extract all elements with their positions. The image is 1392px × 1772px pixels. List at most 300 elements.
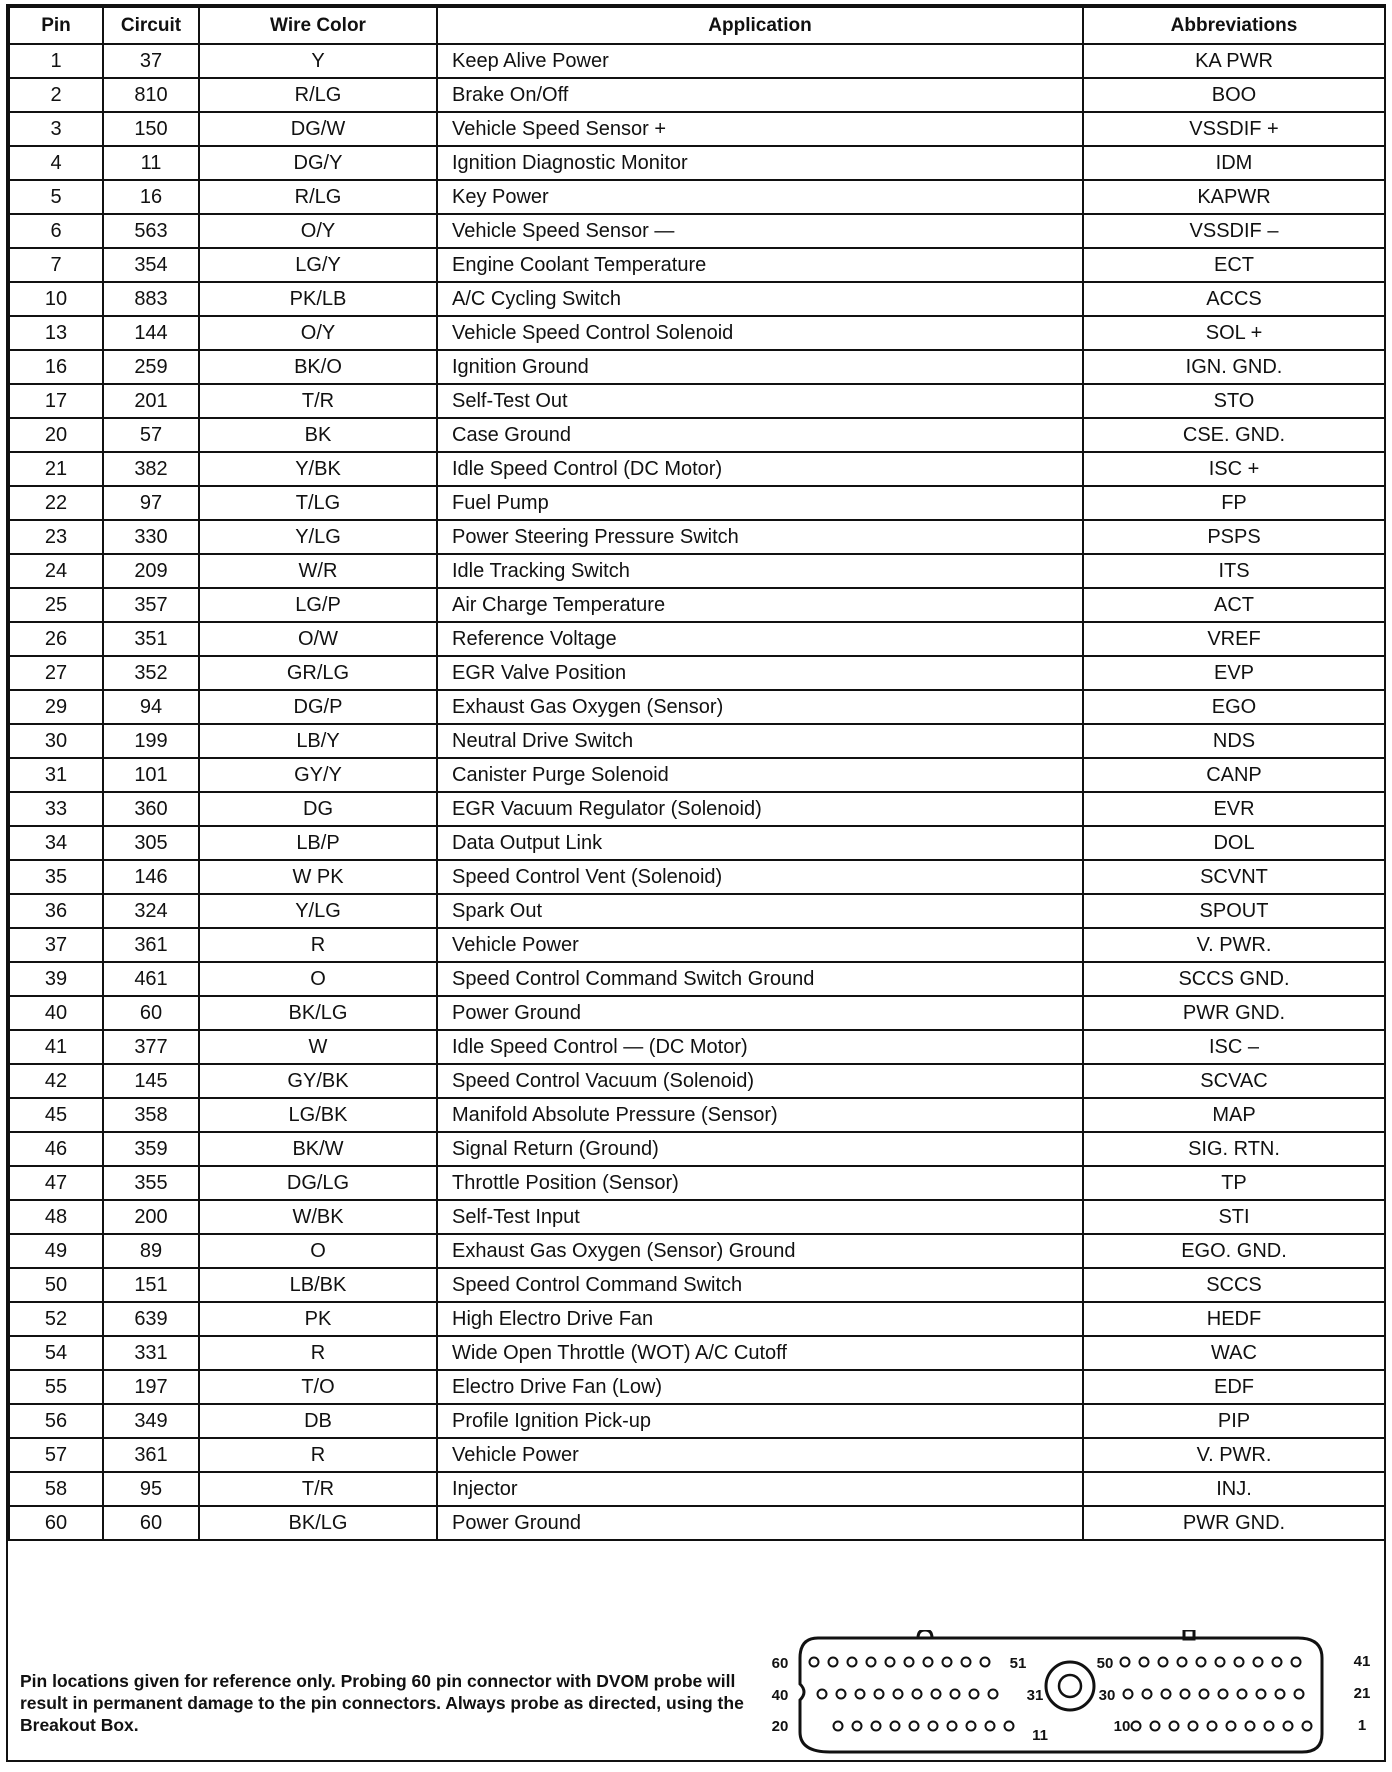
pin-cell: 20 [9,418,103,452]
connector-key-right [1184,1630,1194,1639]
table-row [9,1472,1385,1506]
abbreviation-cell: ISC + [1083,452,1385,486]
pin-cell: 34 [9,826,103,860]
table-row [9,1370,1385,1404]
table-row [9,1268,1385,1302]
connector-outline [800,1638,1322,1752]
connector-pin [1005,1722,1014,1731]
circuit-cell: 382 [103,452,199,486]
table-row [9,656,1385,690]
wire-color-cell: O/W [199,622,437,656]
pin-cell: 7 [9,248,103,282]
application-cell: Self-Test Input [437,1200,1083,1234]
connector-pin [867,1658,876,1667]
connector-pin [1178,1658,1187,1667]
abbreviation-cell: EGO. GND. [1083,1234,1385,1268]
wire-color-cell: LG/BK [199,1098,437,1132]
wire-color-cell: LB/BK [199,1268,437,1302]
application-cell: Canister Purge Solenoid [437,758,1083,792]
wire-color-cell: BK/O [199,350,437,384]
pin-cell: 23 [9,520,103,554]
pin-cell: 36 [9,894,103,928]
application-cell: Keep Alive Power [437,44,1083,78]
table-row [9,1234,1385,1268]
abbreviation-cell: SPOUT [1083,894,1385,928]
application-cell: Electro Drive Fan (Low) [437,1370,1083,1404]
pinout-sheet [6,4,1386,1762]
label-pin-40: 40 [771,1687,789,1704]
circuit-cell: 151 [103,1268,199,1302]
pin-cell: 56 [9,1404,103,1438]
table-row [9,1404,1385,1438]
application-cell: A/C Cycling Switch [437,282,1083,316]
abbreviation-cell: PSPS [1083,520,1385,554]
wire-color-cell: W/R [199,554,437,588]
pin-cell: 2 [9,78,103,112]
connector-pin [932,1690,941,1699]
wire-color-cell: PK/LB [199,282,437,316]
pin-cell: 21 [9,452,103,486]
application-cell: Idle Tracking Switch [437,554,1083,588]
pinout-table [8,6,1386,1541]
abbreviation-cell: FP [1083,486,1385,520]
pin-cell: 16 [9,350,103,384]
table-header-row [9,7,1385,44]
header-circuit: Circuit [103,7,199,44]
circuit-cell: 358 [103,1098,199,1132]
abbreviation-cell: SCCS GND. [1083,962,1385,996]
circuit-cell: 97 [103,486,199,520]
wire-color-cell: R [199,1336,437,1370]
connector-pin [1208,1722,1217,1731]
connector-pin [1227,1722,1236,1731]
application-cell: Neutral Drive Switch [437,724,1083,758]
connector-pin [891,1722,900,1731]
application-cell: Power Steering Pressure Switch [437,520,1083,554]
circuit-cell: 461 [103,962,199,996]
application-cell: EGR Vacuum Regulator (Solenoid) [437,792,1083,826]
connector-pin [1273,1658,1282,1667]
connector-pin [1132,1722,1141,1731]
application-cell: Air Charge Temperature [437,588,1083,622]
application-cell: Case Ground [437,418,1083,452]
wire-color-cell: DB [199,1404,437,1438]
circuit-cell: 349 [103,1404,199,1438]
wire-color-cell: PK [199,1302,437,1336]
pin-cell: 22 [9,486,103,520]
connector-pin [1219,1690,1228,1699]
abbreviation-cell: IDM [1083,146,1385,180]
circuit-cell: 639 [103,1302,199,1336]
circuit-cell: 330 [103,520,199,554]
table-row [9,622,1385,656]
connector-pin [1121,1658,1130,1667]
table-row [9,112,1385,146]
pin-cell: 3 [9,112,103,146]
application-cell: Brake On/Off [437,78,1083,112]
abbreviation-cell: KA PWR [1083,44,1385,78]
circuit-cell: 361 [103,1438,199,1472]
abbreviation-cell: VSSDIF – [1083,214,1385,248]
wire-color-cell: DG/W [199,112,437,146]
application-cell: Data Output Link [437,826,1083,860]
table-row [9,1030,1385,1064]
wire-color-cell: T/R [199,1472,437,1506]
wire-color-cell: Y/BK [199,452,437,486]
application-cell: Idle Speed Control (DC Motor) [437,452,1083,486]
circuit-cell: 197 [103,1370,199,1404]
application-cell: Vehicle Speed Control Solenoid [437,316,1083,350]
circuit-cell: 361 [103,928,199,962]
circuit-cell: 355 [103,1166,199,1200]
circuit-cell: 94 [103,690,199,724]
label-pin-31: 31 [1026,1687,1044,1704]
connector-pin [1189,1722,1198,1731]
connector-pin [948,1722,957,1731]
circuit-cell: 95 [103,1472,199,1506]
wire-color-cell: T/O [199,1370,437,1404]
circuit-cell: 259 [103,350,199,384]
connector-pin [967,1722,976,1731]
pin-cell: 52 [9,1302,103,1336]
abbreviation-cell: SCCS [1083,1268,1385,1302]
wire-color-cell: O/Y [199,316,437,350]
table-row [9,44,1385,78]
connector-center-hole [1059,1675,1081,1697]
pin-cell: 27 [9,656,103,690]
table-row [9,384,1385,418]
pin-cell: 57 [9,1438,103,1472]
abbreviation-cell: ACCS [1083,282,1385,316]
application-cell: Exhaust Gas Oxygen (Sensor) [437,690,1083,724]
abbreviation-cell: EVR [1083,792,1385,826]
connector-pin [1284,1722,1293,1731]
pin-cell: 17 [9,384,103,418]
connector-pin [834,1722,843,1731]
circuit-cell: 89 [103,1234,199,1268]
application-cell: Self-Test Out [437,384,1083,418]
pin-cell: 55 [9,1370,103,1404]
circuit-cell: 16 [103,180,199,214]
connector-pin [981,1658,990,1667]
table-row [9,1506,1385,1540]
label-pin-41: 41 [1353,1653,1371,1670]
abbreviation-cell: DOL [1083,826,1385,860]
connector-pin [1276,1690,1285,1699]
abbreviation-cell: SCVNT [1083,860,1385,894]
table-row [9,996,1385,1030]
connector-pin [848,1658,857,1667]
label-pin-30: 30 [1098,1687,1116,1704]
table-row [9,588,1385,622]
application-cell: Speed Control Vacuum (Solenoid) [437,1064,1083,1098]
application-cell: Profile Ignition Pick-up [437,1404,1083,1438]
connector-pin [810,1658,819,1667]
abbreviation-cell: INJ. [1083,1472,1385,1506]
abbreviation-cell: STI [1083,1200,1385,1234]
application-cell: Wide Open Throttle (WOT) A/C Cutoff [437,1336,1083,1370]
connector-pin [875,1690,884,1699]
table-row [9,1098,1385,1132]
wire-color-cell: R [199,928,437,962]
circuit-cell: 199 [103,724,199,758]
application-cell: Spark Out [437,894,1083,928]
table-row [9,486,1385,520]
abbreviation-cell: PWR GND. [1083,1506,1385,1540]
table-row [9,554,1385,588]
pin-cell: 48 [9,1200,103,1234]
connector-pin [970,1690,979,1699]
pin-cell: 13 [9,316,103,350]
wire-color-cell: R [199,1438,437,1472]
circuit-cell: 324 [103,894,199,928]
table-row [9,1064,1385,1098]
wire-color-cell: LG/Y [199,248,437,282]
label-pin-1: 1 [1357,1717,1367,1734]
application-cell: Idle Speed Control — (DC Motor) [437,1030,1083,1064]
circuit-cell: 377 [103,1030,199,1064]
pin-cell: 29 [9,690,103,724]
abbreviation-cell: ITS [1083,554,1385,588]
application-cell: Injector [437,1472,1083,1506]
pin-cell: 47 [9,1166,103,1200]
application-cell: Speed Control Command Switch Ground [437,962,1083,996]
pin-cell: 46 [9,1132,103,1166]
abbreviation-cell: CANP [1083,758,1385,792]
table-row [9,1132,1385,1166]
abbreviation-cell: CSE. GND. [1083,418,1385,452]
header-application: Application [437,7,1083,44]
connector-pin [1303,1722,1312,1731]
connector-pin [1181,1690,1190,1699]
application-cell: Fuel Pump [437,486,1083,520]
abbreviation-cell: ACT [1083,588,1385,622]
pin-cell: 45 [9,1098,103,1132]
connector-pin [853,1722,862,1731]
circuit-cell: 810 [103,78,199,112]
connector-pin [1216,1658,1225,1667]
circuit-cell: 563 [103,214,199,248]
abbreviation-cell: V. PWR. [1083,928,1385,962]
wire-color-cell: Y/LG [199,520,437,554]
connector-pin [929,1722,938,1731]
label-pin-51: 51 [1009,1655,1027,1672]
connector-pin [1162,1690,1171,1699]
connector-pin [1170,1722,1179,1731]
connector-pin [905,1658,914,1667]
abbreviation-cell: IGN. GND. [1083,350,1385,384]
wire-color-cell: T/R [199,384,437,418]
wire-color-cell: W [199,1030,437,1064]
label-pin-21: 21 [1353,1685,1371,1702]
table-row [9,78,1385,112]
connector-pin [1200,1690,1209,1699]
wire-color-cell: BK/LG [199,996,437,1030]
footer [8,1630,1384,1760]
label-pin-11: 11 [1032,1727,1048,1744]
label-pin-60: 60 [771,1655,789,1672]
application-cell: Exhaust Gas Oxygen (Sensor) Ground [437,1234,1083,1268]
application-cell: Speed Control Vent (Solenoid) [437,860,1083,894]
connector-pin [951,1690,960,1699]
connector-pin [1246,1722,1255,1731]
pin-cell: 25 [9,588,103,622]
abbreviation-cell: MAP [1083,1098,1385,1132]
wire-color-cell: BK/LG [199,1506,437,1540]
table-row [9,350,1385,384]
connector-pin [818,1690,827,1699]
table-row [9,1302,1385,1336]
table-row [9,452,1385,486]
circuit-cell: 883 [103,282,199,316]
wire-color-cell: W/BK [199,1200,437,1234]
wire-color-cell: DG/LG [199,1166,437,1200]
connector-pin [1235,1658,1244,1667]
connector-pin [886,1658,895,1667]
pin-cell: 30 [9,724,103,758]
abbreviation-cell: EVP [1083,656,1385,690]
pin-cell: 33 [9,792,103,826]
pin-cell: 35 [9,860,103,894]
application-cell: Vehicle Power [437,1438,1083,1472]
application-cell: Reference Voltage [437,622,1083,656]
connector-pin [913,1690,922,1699]
circuit-cell: 357 [103,588,199,622]
application-cell: Power Ground [437,1506,1083,1540]
application-cell: Engine Coolant Temperature [437,248,1083,282]
pin-cell: 24 [9,554,103,588]
wire-color-cell: BK [199,418,437,452]
circuit-cell: 37 [103,44,199,78]
connector-pin [837,1690,846,1699]
circuit-cell: 200 [103,1200,199,1234]
abbreviation-cell: VSSDIF + [1083,112,1385,146]
label-pin-50: 50 [1096,1655,1114,1672]
table-row [9,282,1385,316]
abbreviation-cell: HEDF [1083,1302,1385,1336]
connector-pin [989,1690,998,1699]
pin-cell: 54 [9,1336,103,1370]
abbreviation-cell: ISC – [1083,1030,1385,1064]
header-pin: Pin [9,7,103,44]
connector-pin [1265,1722,1274,1731]
wire-color-cell: T/LG [199,486,437,520]
connector-pin [1151,1722,1160,1731]
circuit-cell: 101 [103,758,199,792]
pin-cell: 40 [9,996,103,1030]
table-row [9,1200,1385,1234]
pin-cell: 4 [9,146,103,180]
application-cell: Throttle Position (Sensor) [437,1166,1083,1200]
wire-color-cell: LB/Y [199,724,437,758]
abbreviation-cell: PIP [1083,1404,1385,1438]
pin-cell: 10 [9,282,103,316]
pin-cell: 26 [9,622,103,656]
pin-cell: 60 [9,1506,103,1540]
connector-pin [1292,1658,1301,1667]
connector-pin [1124,1690,1133,1699]
circuit-cell: 144 [103,316,199,350]
abbreviation-cell: EDF [1083,1370,1385,1404]
wire-color-cell: GR/LG [199,656,437,690]
connector-pin [1238,1690,1247,1699]
connector-pins [810,1658,1312,1731]
connector-pin [986,1722,995,1731]
abbreviation-cell: V. PWR. [1083,1438,1385,1472]
pin-cell: 31 [9,758,103,792]
application-cell: High Electro Drive Fan [437,1302,1083,1336]
pin-cell: 37 [9,928,103,962]
circuit-cell: 60 [103,1506,199,1540]
table-row [9,894,1385,928]
abbreviation-cell: KAPWR [1083,180,1385,214]
wire-color-cell: BK/W [199,1132,437,1166]
circuit-cell: 150 [103,112,199,146]
circuit-cell: 354 [103,248,199,282]
application-cell: Vehicle Speed Sensor — [437,214,1083,248]
circuit-cell: 60 [103,996,199,1030]
connector-pin [894,1690,903,1699]
circuit-cell: 352 [103,656,199,690]
table-row [9,418,1385,452]
circuit-cell: 201 [103,384,199,418]
table-row [9,316,1385,350]
abbreviation-cell: STO [1083,384,1385,418]
table-row [9,826,1385,860]
circuit-cell: 209 [103,554,199,588]
circuit-cell: 305 [103,826,199,860]
circuit-cell: 11 [103,146,199,180]
application-cell: Power Ground [437,996,1083,1030]
application-cell: Signal Return (Ground) [437,1132,1083,1166]
abbreviation-cell: SOL + [1083,316,1385,350]
connector-pin [1140,1658,1149,1667]
abbreviation-cell: TP [1083,1166,1385,1200]
connector-pin [1295,1690,1304,1699]
application-cell: Speed Control Command Switch [437,1268,1083,1302]
wire-color-cell: O [199,1234,437,1268]
wire-color-cell: R/LG [199,180,437,214]
connector-pin [1143,1690,1152,1699]
circuit-cell: 360 [103,792,199,826]
connector-pin [1159,1658,1168,1667]
table-row [9,180,1385,214]
wire-color-cell: GY/BK [199,1064,437,1098]
wire-color-cell: W PK [199,860,437,894]
table-row [9,962,1385,996]
pin-cell: 41 [9,1030,103,1064]
connector-pin [872,1722,881,1731]
abbreviation-cell: VREF [1083,622,1385,656]
header-wire-color: Wire Color [199,7,437,44]
abbreviation-cell: NDS [1083,724,1385,758]
connector-pin [1254,1658,1263,1667]
application-cell: Ignition Ground [437,350,1083,384]
table-row [9,1166,1385,1200]
table-row [9,928,1385,962]
circuit-cell: 359 [103,1132,199,1166]
connector-diagram [770,1630,1382,1758]
abbreviation-cell: SCVAC [1083,1064,1385,1098]
table-row [9,860,1385,894]
connector-center-ring [1046,1662,1094,1710]
pin-cell: 5 [9,180,103,214]
connector-pin [856,1690,865,1699]
wire-color-cell: LG/P [199,588,437,622]
wire-color-cell: R/LG [199,78,437,112]
circuit-cell: 145 [103,1064,199,1098]
pin-cell: 50 [9,1268,103,1302]
